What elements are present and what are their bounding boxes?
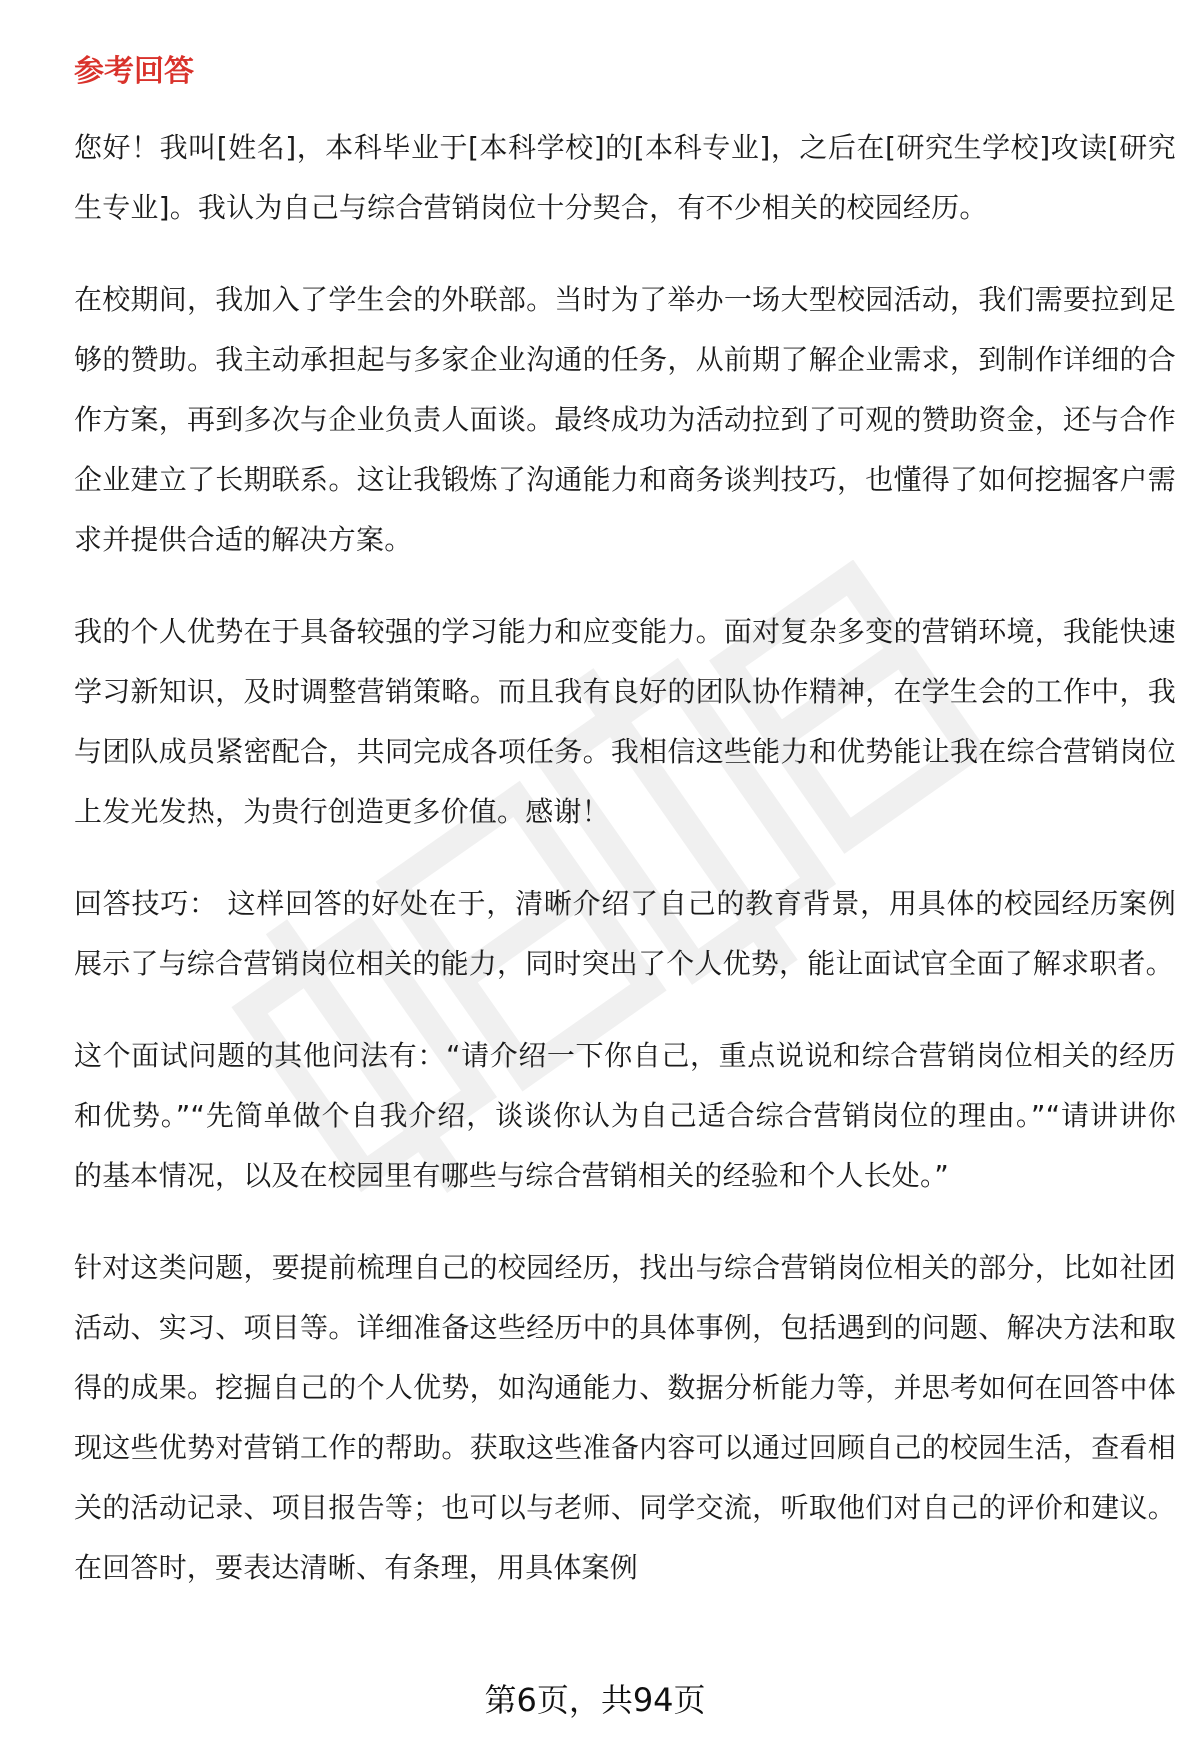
paragraph-intro: 您好！我叫[姓名]，本科毕业于[本科学校]的[本科专业]，之后在[研究生学校]攻读[研究生专业]。我认为自己与综合营销岗位十分契合，有不少相关的校园经历。 xyxy=(74,131,1176,224)
paragraph-alternative-questions: 这个面试问题的其他问法有：“请介绍一下你自己，重点说说和综合营销岗位相关的经历和优势。”“先简单做个自我介绍，谈谈你认为自己适合综合营销岗位的理由。”“请讲讲你的基本情况，以及在校园里有哪些与综合营销相关的经验和个人长处。” xyxy=(74,1039,1176,1192)
paragraph-preparation-advice: 针对这类问题，要提前梳理自己的校园经历，找出与综合营销岗位相关的部分，比如社团活动、实习、项目等。详细准备这些经历中的具体事例，包括遇到的问题、解决方法和取得的成果。挖掘自己的个人优势，如沟通能力、数据分析能力等，并思考如何在回答中体现这些优势对营销工作的帮助。获取这些准备内容可以通过回顾自己的校园生活，查看相关的活动记录、项目报告等；也可以与老师、同学交流，听取他们对自己的评价和建议。在回答时，要表达清晰、有条理，用具体案例 xyxy=(74,1251,1176,1584)
section-heading: 参考回答 xyxy=(74,54,194,89)
page-number: 第6页，共94页 xyxy=(484,1681,706,1719)
paragraph-personal-strengths: 我的个人优势在于具备较强的学习能力和应变能力。面对复杂多变的营销环境，我能快速学习新知识，及时调整营销策略。而且我有良好的团队协作精神，在学生会的工作中，我与团队成员紧密配合，共同完成各项任务。我相信这些能力和优势能让我在综合营销岗位上发光发热，为贵行创造更多价值。感谢！ xyxy=(74,615,1176,828)
paragraph-answer-tips: 回答技巧： 这样回答的好处在于，清晰介绍了自己的教育背景，用具体的校园经历案例展示了与综合营销岗位相关的能力，同时突出了个人优势，能让面试官全面了解求职者。 xyxy=(74,887,1176,980)
paragraph-campus-experience: 在校期间，我加入了学生会的外联部。当时为了举办一场大型校园活动，我们需要拉到足够的赞助。我主动承担起与多家企业沟通的任务，从前期了解企业需求，到制作详细的合作方案，再到多次与企业负责人面谈。最终成功为活动拉到了可观的赞助资金，还与合作企业建立了长期联系。这让我锻炼了沟通能力和商务谈判技巧，也懂得了如何挖掘客户需求并提供合适的解决方案。 xyxy=(74,283,1176,556)
body-content xyxy=(74,118,1176,1630)
